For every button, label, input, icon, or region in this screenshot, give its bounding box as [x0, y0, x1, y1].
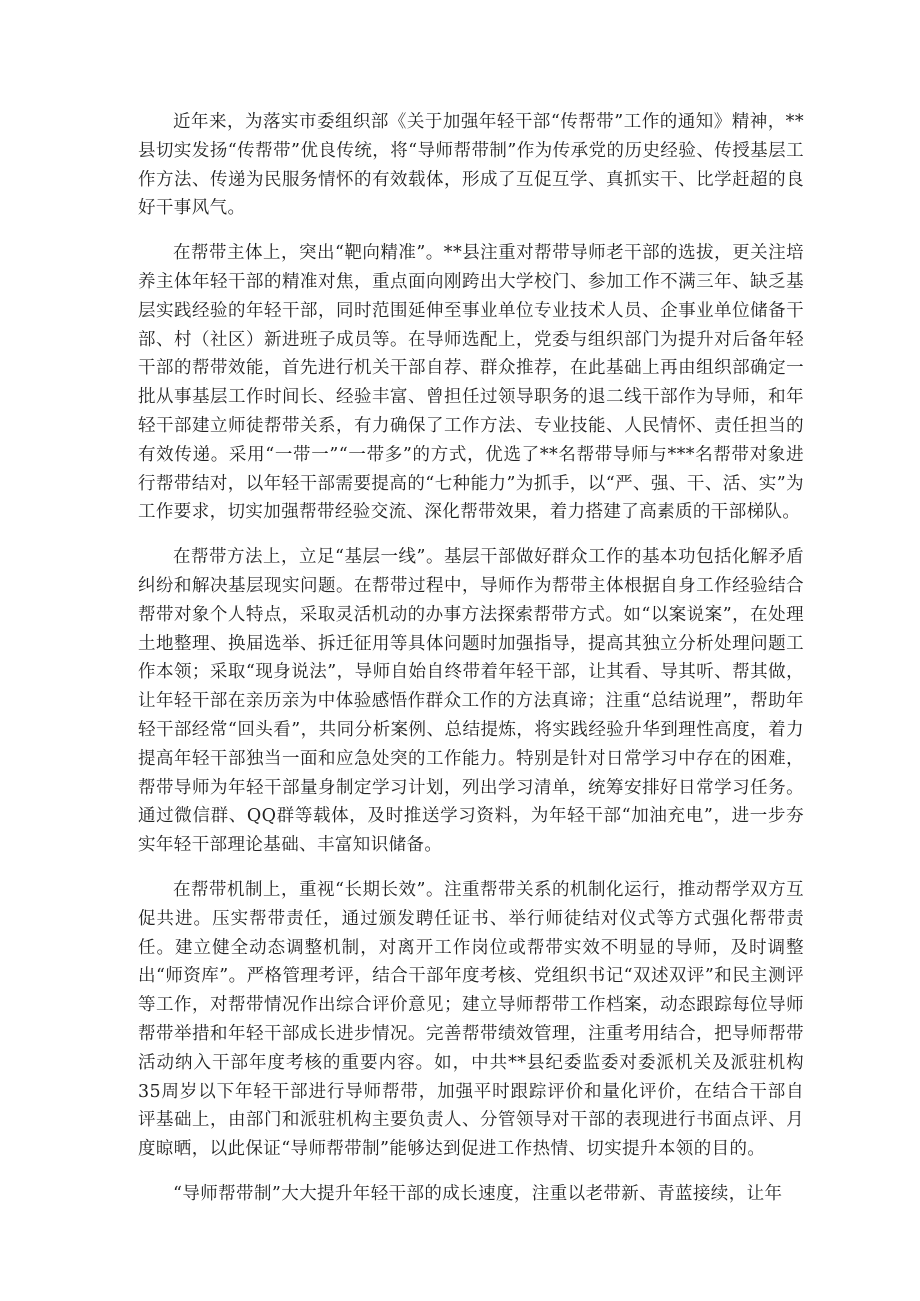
document-body [138, 108, 804, 1209]
paragraph-intro: 近年来，为落实市委组织部《关于加强年轻干部“传帮带”工作的通知》精神，**县切实发扬“传帮带”优良传统，将“导师帮带制”作为传承党的历史经验、传授基层工作方法、传递为民服务情怀的有效载体，形成了互促互学、真抓实干、比学赶超的良好干事风气。 [138, 112, 804, 219]
paragraph-mentoring-method: 在帮带方法上，立足“基层一线”。基层干部做好群众工作的基本功包括化解矛盾纠纷和解决基层现实问题。在帮带过程中，导师作为帮带主体根据自身工作经验结合帮带对象个人特点，采取灵活机动的办事方法探索帮带方式。如“以案说案”，在处理土地整理、换届选举、拆迁征用等具体问题时加强指导，提高其独立分析处理问题工作本领；采取“现身说法”，导师自始自终带着年轻干部，让其看、导其听、帮其做，让年轻干部在亲历亲为中体验感悟作群众工作的方法真谛；注重“总结说理”，帮助年轻干部经常“回头看”，共同分析案例、总结提炼，将实践经验升华到理性高度，着力提高年轻干部独当一面和应急处突的工作能力。特别是针对日常学习中存在的困难，帮带导师为年轻干部量身制定学习计划，列出学习清单，统筹安排好日常学习任务。通过微信群、QQ群等载体，及时推送学习资料，为年轻干部“加油充电”，进一步夯实年轻干部理论基础、丰富知识储备。 [138, 547, 804, 856]
paragraph-mentoring-mechanism: 在帮带机制上，重视“长期长效”。注重帮带关系的机制化运行，推动帮学双方互促共进。压实帮带责任，通过颁发聘任证书、举行师徒结对仪式等方式强化帮带责任。建立健全动态调整机制，对离开工作岗位或帮带实效不明显的导师，及时调整出“师资库”。严格管理考评，结合干部年度考核、党组织书记“双述双评”和民主测评等工作，对帮带情况作出综合评价意见；建立导师帮带工作档案，动态跟踪每位导师帮带举措和年轻干部成长进步情况。完善帮带绩效管理，注重考用结合，把导师帮带活动纳入干部年度考核的重要内容。如，中共**县纪委监委对委派机关及派驻机构35周岁以下年轻干部进行导师帮带，加强平时跟踪评价和量化评价，在结合干部自评基础上，由部门和派驻机构主要负责人、分管领导对干部的表现进行书面点评、月度晾晒，以此保证“导师帮带制”能够达到促进工作热情、切实提升本领的目的。 [138, 879, 804, 1160]
paragraph-conclusion: “导师帮带制”大大提升年轻干部的成长速度，注重以老带新、青蓝接续，让年 [173, 1183, 783, 1204]
paragraph-mentoring-subject: 在帮带主体上，突出“靶向精准”。**县注重对帮带导师老干部的选拔，更关注培养主体年轻干部的精准对焦，重点面向刚跨出大学校门、参加工作不满三年、缺乏基层实践经验的年轻干部，同时范围延伸至事业单位专业技术人员、企事业单位储备干部、村（社区）新进班子成员等。在导师选配上，党委与组织部门为提升对后备年轻干部的帮带效能，首先进行机关干部自荐、群众推荐，在此基础上再由组织部确定一批从事基层工作时间长、经验丰富、曾担任过领导职务的退二线干部作为导师，和年轻干部建立师徒帮带关系，有力确保了工作方法、专业技能、人民情怀、责任担当的有效传递。采用“一带一”“一带多”的方式，优选了**名帮带导师与***名帮带对象进行帮带结对，以年轻干部需要提高的“七种能力”为抓手，以“严、强、干、活、实”为工作要求，切实加强帮带经验交流、深化帮带效果，着力搭建了高素质的干部梯队。 [138, 243, 804, 523]
